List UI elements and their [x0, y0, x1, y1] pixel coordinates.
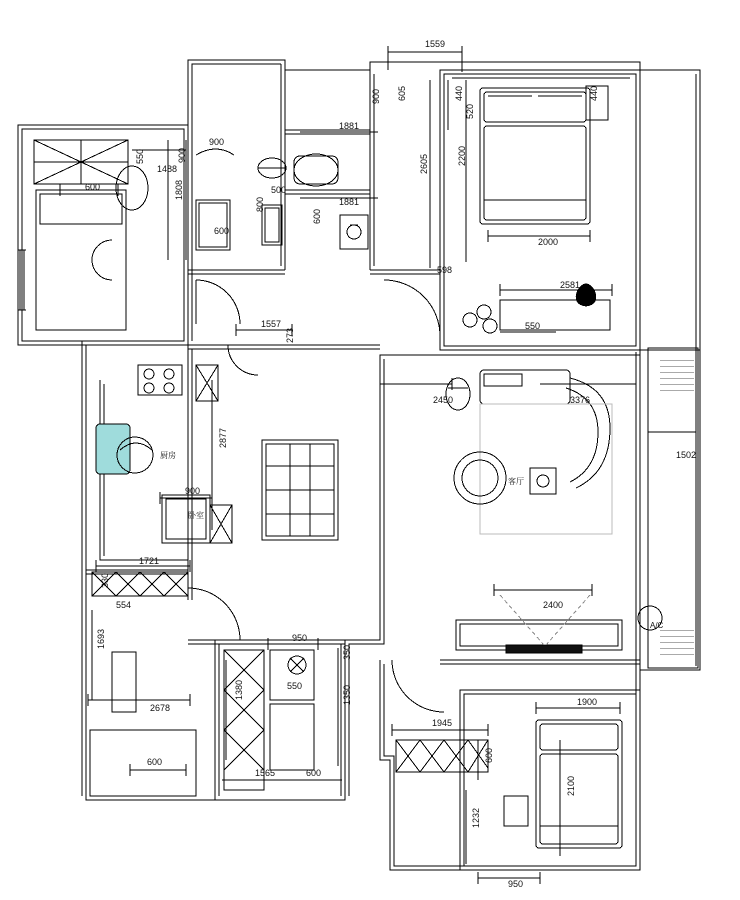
- dimension-label: 550: [525, 321, 541, 331]
- dimension-label: 350: [342, 644, 352, 660]
- dimension-label: 1693: [96, 628, 106, 649]
- dimension-label: 600: [306, 768, 322, 778]
- dimension-label: 3376: [570, 395, 591, 405]
- dimension-label: 1808: [174, 179, 184, 200]
- room-label: 厨房: [160, 451, 176, 460]
- dimension-label: 554: [116, 600, 132, 610]
- room-label: 客厅: [508, 477, 524, 486]
- dimension-label: 600: [312, 208, 322, 224]
- dimension-label: 2400: [543, 600, 564, 610]
- dimension-label: 950: [292, 633, 308, 643]
- dimension-label: 900: [177, 147, 187, 163]
- dimension-label: 1881: [339, 197, 360, 207]
- dimension-label: 600: [147, 757, 163, 767]
- dimension-label: 600: [214, 226, 230, 236]
- dimension-label: 1350: [342, 684, 352, 705]
- room-label: A/C: [650, 621, 664, 630]
- room-label: 卧室: [188, 511, 204, 520]
- dimension-label: 2450: [433, 395, 454, 405]
- dimension-label: 1900: [577, 697, 598, 707]
- dimension-label: 1488: [157, 164, 178, 174]
- dimension-label: 600: [85, 182, 101, 192]
- dimension-label: 1502: [676, 450, 697, 460]
- dimension-label: 520: [465, 103, 475, 119]
- dimension-label: 1721: [139, 556, 160, 566]
- dimension-label: 950: [508, 879, 524, 889]
- dimension-label: 2678: [150, 703, 171, 713]
- dimension-label: 1945: [432, 718, 453, 728]
- dimension-label: 550: [287, 681, 303, 691]
- dimension-label: 1232: [471, 807, 481, 828]
- dimension-label: 1881: [339, 121, 360, 131]
- dimension-label: 900: [371, 88, 381, 104]
- dimension-label: 440: [589, 85, 599, 101]
- dimension-label: 2605: [419, 153, 429, 174]
- dimension-label: 598: [437, 265, 453, 275]
- dimension-label: 900: [185, 486, 201, 496]
- dimension-label: 1559: [425, 39, 446, 49]
- dimension-label: 1380: [234, 679, 244, 700]
- dimension-label: 440: [454, 85, 464, 101]
- dimension-label: 600: [484, 747, 494, 763]
- dimension-label: 2000: [538, 237, 559, 247]
- dimension-label: 2100: [566, 775, 576, 796]
- dimension-label: 500: [271, 185, 287, 195]
- dimension-label: 2200: [457, 145, 467, 166]
- dimension-label: 900: [209, 137, 225, 147]
- dimension-label: 330: [100, 572, 110, 588]
- dimension-label: 273: [285, 327, 295, 343]
- dimension-label: 2877: [218, 427, 228, 448]
- dimension-label: 2581: [560, 280, 581, 290]
- dimension-label: 1565: [255, 768, 276, 778]
- dimension-label: 550: [135, 148, 145, 164]
- dimension-label: 1557: [261, 319, 282, 329]
- dimension-label: 605: [397, 85, 407, 101]
- dimension-label: 800: [255, 196, 265, 212]
